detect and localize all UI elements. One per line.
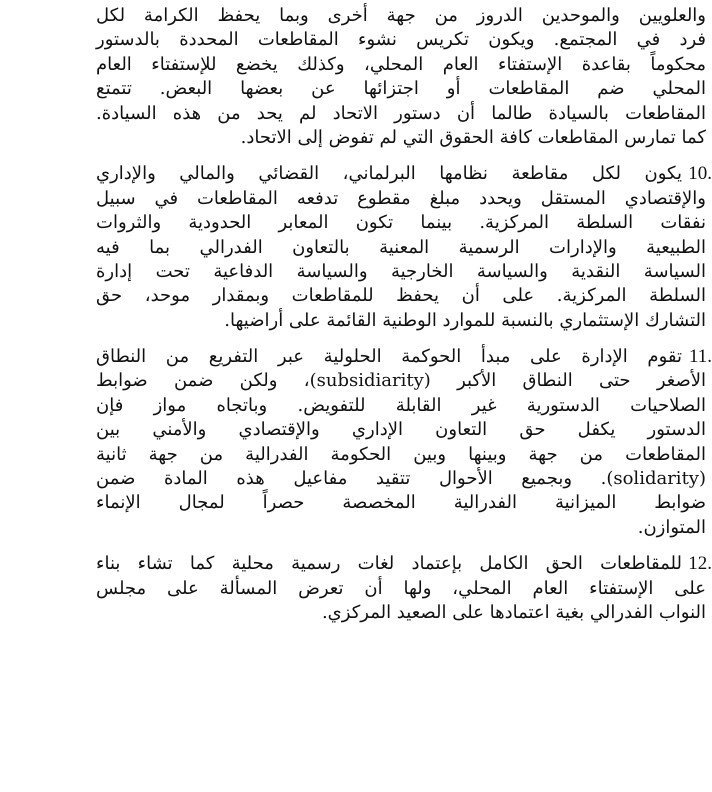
item-number: 10.	[688, 163, 712, 185]
list-item-10	[96, 162, 712, 333]
text-line: النواب الفدرالي بغية اعتمادها على الصعيد المركزي.	[321, 601, 706, 623]
text-line: السياسة النقدية والسياسة الخارجية والسياسة الدفاعية تحت إدارة	[96, 260, 706, 282]
text-line: للمقاطعات الحق الكامل بإعتماد لغات رسمية محلية كما تشاء بناء	[96, 553, 682, 575]
text-line: الأصغر حتى النطاق الأكبر (subsidiarity)، ولكن ضمن ضوابط	[96, 370, 707, 392]
item-body	[96, 345, 706, 540]
text-line: الصلاحيات الدستورية غير القابلة للتفويض. وباتجاه مواز فإن	[96, 394, 706, 416]
item-number: 12.	[688, 553, 712, 575]
intro-paragraph	[96, 4, 706, 150]
text-line: المحلي ضم المقاطعات أو اجتزائها عن بعضها البعض. تتمتع	[96, 78, 706, 100]
text-line: والإقتصادي المستقل ويحدد مبلغ مقطوع تدفعه المقاطعات في سبيل	[96, 187, 706, 209]
text-line: فرد في المجتمع. ويكون تكريس نشوء المقاطعات المحددة بالدستور	[96, 29, 706, 51]
text-line: (solidarity). وبجميع الأحوال تتقيد مفاعيل هذه المادة ضمن	[96, 468, 706, 490]
item-number: 11.	[688, 346, 712, 368]
item-body	[96, 162, 706, 333]
text-line: الطبيعية والإدارات الرسمية المعنية بالتعاون الفدرالي بما فيه	[96, 236, 706, 258]
item-body	[96, 552, 706, 625]
text-line: والعلويين والموحدين الدروز من جهة أخرى وبما يحفظ الكرامة لكل	[96, 5, 706, 26]
text-line: تقوم الإدارة على مبدأ الحوكمة الحلولية عبر التفريع من النطاق	[96, 346, 682, 368]
text-line: يكون لكل مقاطعة نظامها البرلماني، القضائي والمالي والإداري	[96, 163, 682, 185]
text-line: ضوابط الميزانية الفدرالية المخصصة حصراً لمجال الإنماء	[96, 492, 706, 514]
text-line: على الإستفتاء العام المحلي، ولها أن تعرض المسألة على مجلس	[96, 577, 706, 599]
text-line: التشارك الإستثماري بالنسبة للموارد الوطنية القائمة على أراضيها.	[224, 309, 706, 331]
text-line: نفقات السلطة المركزية. بينما تكون المعابر الحدودية والثروات	[96, 212, 706, 234]
text-line: محكوماً بقاعدة الإستفتاء العام المحلي، وكذلك يخضع للإستفتاء العام	[96, 53, 706, 75]
text-line: المقاطعات من جهة وبينها وبين الحكومة الفدرالية من جهة ثانية	[96, 443, 706, 465]
list-item-11	[96, 345, 712, 540]
list-item-12	[96, 552, 712, 625]
text-line: الدستور يكفل حق التعاون الإداري والإقتصادي والأمني بين	[96, 419, 706, 441]
text-line: المتوازن.	[637, 516, 706, 538]
document-page	[96, 4, 712, 625]
text-line: السلطة المركزية. على أن يحفظ للمقاطعات وبمقدار موحد، حق	[96, 285, 706, 307]
text-line: كما تمارس المقاطعات كافة الحقوق التي لم تفوض إلى الاتحاد.	[240, 126, 706, 148]
text-line: المقاطعات بالسيادة طالما أن دستور الاتحاد لم يحد من هذه السيادة.	[96, 102, 706, 124]
